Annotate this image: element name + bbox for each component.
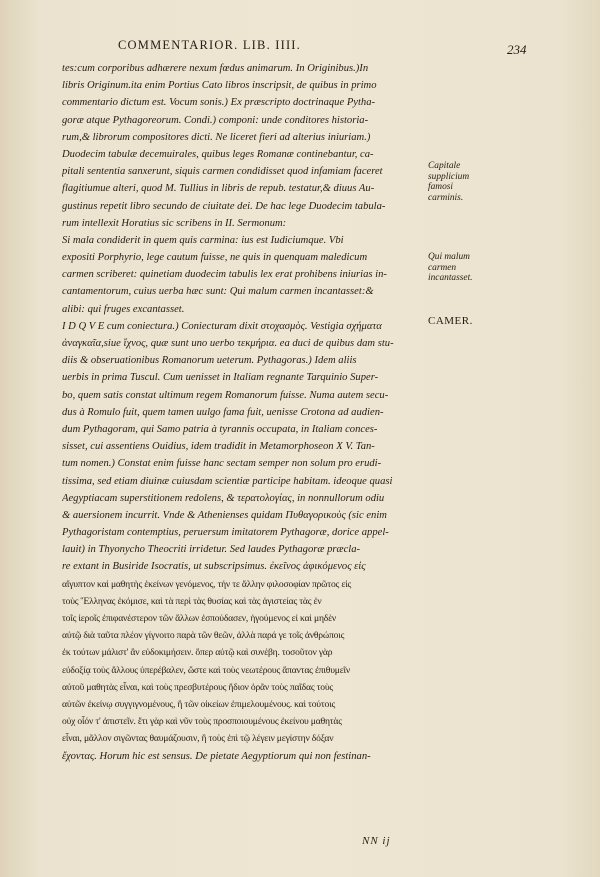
text-line: τοὺς Ἕλληνας ἐκόμισε, καὶ τὰ περὶ τὰς θυσίας καὶ τὰς ἁγιστείας τὰς ἐν — [62, 595, 322, 607]
text-line: αὐτοῦ μαθητὰς εἶναι, καὶ τοὺς πρεσβυτέρους ἥδιον ὁρᾶν τοὺς παῖδας τοὺς — [62, 681, 334, 693]
text-line: sisset, cui assentiens Ouidius, idem tradidit in Metamorphoseon X V. Tan- — [62, 441, 375, 453]
text-line: lauit) in Thyonycho Theocriti irridetur. Sed laudes Pythagoræ præcla- — [62, 544, 361, 556]
text-line: αὐτῷ διὰ ταῦτα πλέον γίγνοιτο παρὰ τῶν θεῶν, ἀλλὰ παρά γε τοῖς ἀνθρώποις — [62, 630, 345, 642]
text-line: carmen scriberet: quinetiam duodecim tabulis lex erat prohibens iniurias in- — [62, 269, 387, 281]
text-line: rum intellexit Horatius sic scribens in II. Sermonum: — [62, 217, 287, 229]
running-head: COMMENTARIOR. LIB. IIII. — [118, 38, 301, 52]
margin-note-camer: CAMER. — [428, 315, 473, 327]
text-line: I D Q V E cum coniectura.) Coniecturam dixit στοχασμὸς. Vestigia σχήματα — [62, 320, 382, 332]
text-line: commentario dictum est. Vocum sonis.) Ex præscripto doctrinaque Pytha- — [62, 97, 376, 109]
text-line: diis & obseruationibus Romanorum ueterum. Pythagoras.) Idem aliis — [62, 355, 357, 367]
text-line: οὐχ οἷόν τ' ἀπιστεῖν. ἔτι γὰρ καὶ νῦν τοὺς προσποιουμένους ἐκείνου μαθητὰς — [62, 716, 342, 728]
text-line: tum nomen.) Constat enim fuisse hanc sectam semper non solum pro erudi- — [62, 458, 382, 470]
text-line: εὐδοξίᾳ τοὺς ἄλλους ὑπερέβαλεν, ὥστε καὶ τοὺς νεωτέρους ἅπαντας ἐπιθυμεῖν — [62, 664, 351, 676]
text-line: ἔχοντας. Horum hic est sensus. De pietate Aegyptiorum qui non festinan- — [62, 750, 371, 762]
body-text — [62, 60, 424, 765]
text-line: & auersionem incurrit. Vnde & Athenienses quidam Πυθαγορικοὺς (sic enim — [62, 509, 387, 521]
text-line: dum Pythagoram, qui Samo patria à tyrannis occupata, in Italiam conces- — [62, 423, 378, 435]
page-number: 234 — [507, 42, 527, 57]
text-line: rum,& librorum compositores dicti. Ne liceret fieri ad alterius iniuriam.) — [62, 131, 371, 143]
text-line: tissima, sed etiam diuinæ cuiusdam scientiæ participe habitam. ideoque quasi — [62, 475, 393, 487]
text-line: dus à Romulo fuit, quem tamen uulgo fama fuit, uenisse Crotona ad audien- — [62, 406, 384, 418]
text-line: pitali sententia sanxerunt, siquis carmen condidisset quod infamiam faceret — [62, 166, 383, 178]
text-line: tes:cum corporibus adhærere nexum fœdus animarum. In Originibus.)In — [62, 63, 369, 74]
text-line: flagitiumue alteri, quod M. Tullius in libris de repub. testatur,& diuus Au- — [62, 183, 375, 195]
text-line: Duodecim tabulæ decemuirales, quibus leges Romanæ continebantur, ca- — [62, 148, 374, 160]
text-line: bo, quem satis constat ultimum regem Romanorum fuisse. Numa autem secu- — [62, 389, 389, 401]
margin-note-capitale: Capitale supplicium famosi carminis. — [428, 161, 470, 203]
text-line: expositi Porphyrio, lege cautum fuisse, ne quis in quenquam maledicum — [62, 252, 368, 264]
text-line: libris Originum.ita enim Portius Cato libros inscripsit, de quibus in primo — [62, 80, 377, 92]
text-line: ἀναγκαῖα,siue ἴχνος, quæ sunt uno uerbo τεκμήρια. ea duci de quibus dam stu- — [62, 338, 394, 349]
text-line: τοῖς ἱεροῖς ἐπιφανέστερον τῶν ἄλλων ἐσπούδασεν, ἡγούμενος εἰ καὶ μηδὲν — [62, 613, 337, 624]
text-line: goræ atque Pythagoreorum. Condi.) componi: unde conditores historia- — [62, 114, 369, 126]
text-line: cantamentorum, cuius uerba hæc sunt: Qui malum carmen incantasset:& — [62, 286, 374, 298]
text-line: Pythagoristam contemptius, peruersum imitatorem Pythagoræ, dorice appel- — [62, 527, 389, 539]
text-line: re extant in Busiride Isocratis, ut subscripsimus. ἐκεῖνος ἀφικόμενος εἰς — [62, 561, 366, 573]
text-line: Si mala condiderit in quem quis carmina: ius est Iudiciumque. Vbi — [62, 234, 344, 246]
text-line: αὑτῶν ἐκείνῳ συγγιγνομένους, ἢ τῶν οἰκείων ἐπιμελουμένους. καὶ τούτοις — [62, 698, 336, 710]
text-line: Aegyptiacam superstitionem redolens, & τερατολογίας, in nonnullorum odiu — [62, 492, 385, 504]
text-line: gustinus repetit libro secundo de ciuitate dei. De hac lege Duodecim tabula- — [62, 200, 386, 212]
text-line: ἐκ τούτων μάλιστ' ἂν εὐδοκιμήσειν. ὅπερ αὐτῷ καὶ συνέβη. τοσοῦτον γὰρ — [62, 647, 333, 659]
margin-note-qui-malum: Qui malum carmen incantasset. — [428, 252, 473, 283]
signature-mark: NN ij — [362, 835, 391, 847]
text-line: αἴγυπτον καὶ μαθητὴς ἐκείνων γενόμενος, τήν τε ἄλλην φιλοσοφίαν πρῶτος εἰς — [62, 578, 352, 590]
text-line: uerbis in prima Tuscul. Cum uenisset in Italiam regnante Tarquinio Super- — [62, 372, 379, 384]
text-line: alibi: qui fruges excantasset. — [62, 303, 185, 315]
text-line: εἶναι, μᾶλλον σιγῶντας θαυμάζουσιν, ἢ τοὺς ἐπὶ τῷ λέγειν μεγίστην δόξαν — [62, 733, 334, 745]
